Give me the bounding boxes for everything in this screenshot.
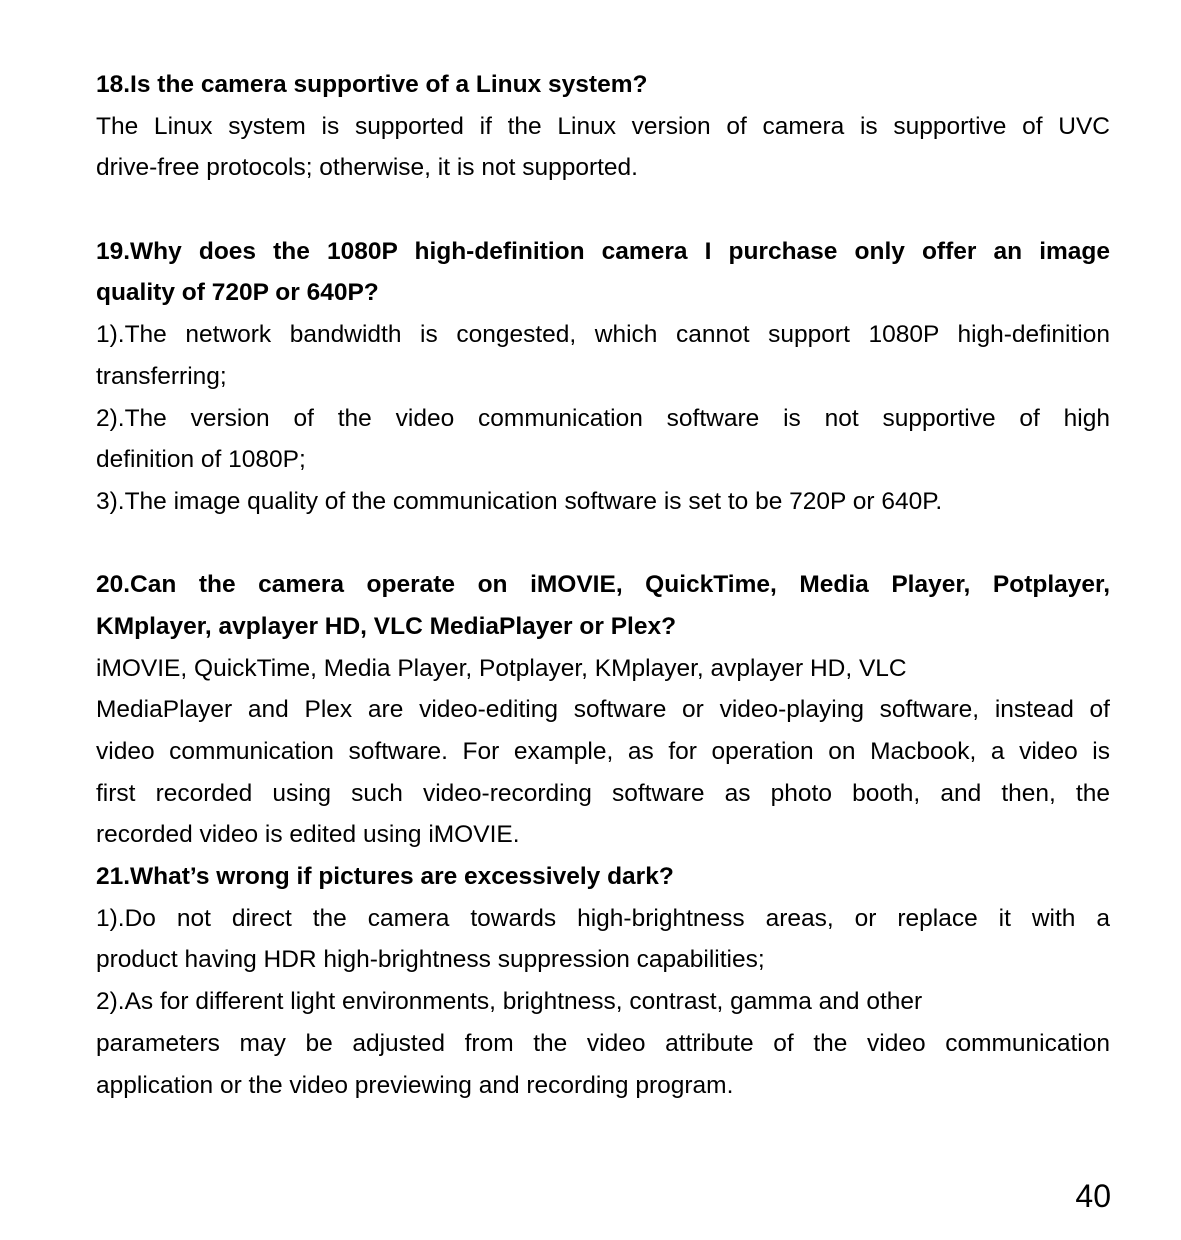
faq-answer-20-line-2: MediaPlayer and Plex are video-editing software or video-playing software, instead of [96, 696, 1110, 724]
faq-answer-20-line-4: first recorded using such video-recording software as photo booth, and then, the [96, 779, 1110, 807]
faq-answer-20-line-5: recorded video is edited using iMOVIE. [96, 821, 520, 849]
faq-answer-19-line-4: definition of 1080P; [96, 446, 306, 474]
document-page [96, 64, 1110, 1106]
faq-answer-21-line-3: 2).As for different light environments, brightness, contrast, gamma and other [96, 988, 923, 1016]
faq-answer-21-line-5: application or the video previewing and recording program. [96, 1071, 734, 1099]
section-gap [96, 189, 1110, 231]
faq-question-19-line-2: quality of 720P or 640P? [96, 279, 379, 307]
faq-answer-21-line-2: product having HDR high-brightness suppression capabilities; [96, 946, 765, 974]
faq-answer-19-line-1: 1).The network bandwidth is congested, which cannot support 1080P high-definition [96, 321, 1110, 349]
page-number: 40 [1075, 1178, 1111, 1214]
section-gap [96, 523, 1110, 565]
faq-answer-19-line-5: 3).The image quality of the communication software is set to be 720P or 640P. [96, 487, 943, 515]
faq-question-20-line-1: 20.Can the camera operate on iMOVIE, QuickTime, Media Player, Potplayer, [96, 571, 1110, 599]
faq-answer-18-line-1: The Linux system is supported if the Linux version of camera is supportive of UVC [96, 112, 1110, 140]
faq-question-21: 21.What’s wrong if pictures are excessively dark? [96, 863, 674, 891]
faq-answer-19-line-2: transferring; [96, 362, 227, 390]
faq-question-18: 18.Is the camera supportive of a Linux system? [96, 71, 648, 98]
faq-answer-21-line-4: parameters may be adjusted from the video attribute of the video communication [96, 1029, 1110, 1057]
faq-question-20-line-2: KMplayer, avplayer HD, VLC MediaPlayer or Plex? [96, 612, 677, 640]
faq-answer-20-line-1: iMOVIE, QuickTime, Media Player, Potplayer, KMplayer, avplayer HD, VLC [96, 654, 907, 682]
faq-answer-18-line-2: drive-free protocols; otherwise, it is not supported. [96, 154, 638, 182]
faq-answer-20-line-3: video communication software. For example, as for operation on Macbook, a video is [96, 738, 1110, 765]
faq-answer-19-line-3: 2).The version of the video communication software is not supportive of high [96, 404, 1110, 432]
faq-answer-21-line-1: 1).Do not direct the camera towards high-brightness areas, or replace it with a [96, 904, 1110, 932]
faq-question-19-line-1: 19.Why does the 1080P high-definition camera I purchase only offer an image [96, 237, 1110, 265]
